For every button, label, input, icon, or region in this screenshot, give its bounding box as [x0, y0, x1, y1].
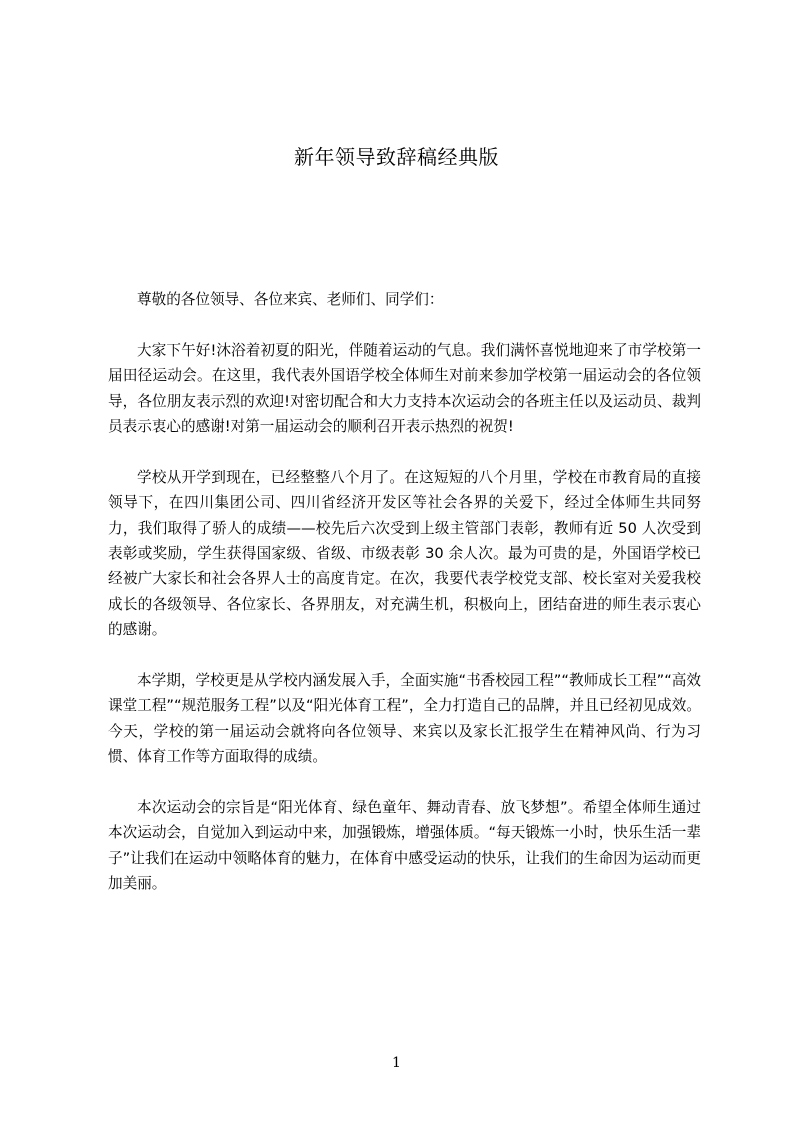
- body-paragraph-3: 本学期，学校更是从学校内涵发展入手，全面实施“书香校园工程”“教师成长工程”“高效课堂工程”“规范服务工程”以及“阳光体育工程”，全力打造自己的品牌，并且已经初见成效。今天，学校的第一届运动会就将向各位领导、来宾以及家长汇报学生在精神风尚、行为习惯、体育工作等方面取得的成绩。: [108, 672, 701, 766]
- body-paragraph-4: 本次运动会的宗旨是“阳光体育、绿色童年、舞动青春、放飞梦想”。希望全体师生通过本次运动会，自觉加入到运动中来，加强锻炼，增强体质。“每天锻炼一小时，快乐生活一辈子”让我们在运动中领略体育的魅力，在体育中感受运动的快乐，让我们的生命因为运动而更加美丽。: [108, 799, 701, 893]
- document-body: [108, 287, 701, 922]
- document-title: 新年领导致辞稿经典版: [294, 145, 499, 169]
- page-number: 1: [392, 1055, 401, 1071]
- body-paragraph-2: 学校从开学到现在，已经整整八个月了。在这短短的八个月里，学校在市教育局的直接领导下，在四川集团公司、四川省经济开发区等社会各界的关爱下，经过全体师生共同努力，我们取得了骄人的成绩——校先后六次受到上级主管部门表彰，教师有近 50 人次受到表彰或奖励，学生获得国家级、省级、市级表彰 30 余人次。最为可贵的是，外国语学校已经被广大家长和社会各界人士的高度肯定。在次，我要代表学校党支部、校长室对关爱我校成长的各级领导、各位家长、各界朋友，对充满生机，积极向上，团结奋进的师生表示衷心的感谢。: [108, 468, 701, 639]
- greeting-paragraph: 尊敬的各位领导、各位来宾、老师们、同学们：: [137, 291, 444, 308]
- body-paragraph-1: 大家下午好!沐浴着初夏的阳光，伴随着运动的气息。我们满怀喜悦地迎来了市学校第一届田径运动会。在这里，我代表外国语学校全体师生对前来参加学校第一届运动会的各位领导，各位朋友表示烈的欢迎!对密切配合和大力支持本次运动会的各班主任以及运动员、裁判员表示衷心的感谢!对第一届运动会的顺利召开表示热烈的祝贺!: [108, 341, 701, 436]
